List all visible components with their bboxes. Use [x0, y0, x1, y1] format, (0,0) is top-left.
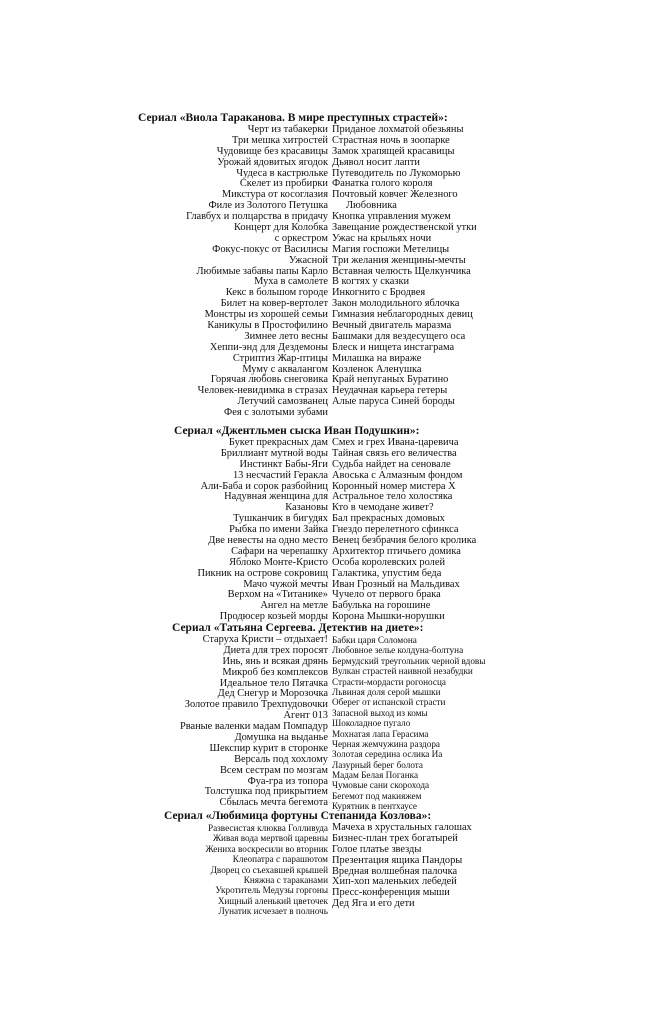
- book-title: Верхом на «Титанике»: [227, 589, 328, 601]
- book-title: Закон молодильного яблочка: [332, 298, 460, 310]
- book-title: Укротитель Медузы горгоны: [215, 885, 328, 896]
- book-title: Бермудский треугольник черной вдовы: [332, 655, 486, 666]
- book-title: Идеальное тело Пятачка: [219, 677, 328, 689]
- book-title: Милашка на вираже: [332, 352, 422, 364]
- book-title: Бал прекрасных домовых: [332, 513, 445, 525]
- book-title: Муму с аквалангом: [242, 363, 328, 375]
- book-title: Архитектор птичьего домика: [332, 545, 461, 557]
- book-title: с оркестром: [274, 232, 328, 244]
- book-title: Хип-хоп маленьких лебедей: [332, 876, 457, 888]
- book-title: Яблоко Монте-Кристо: [229, 556, 328, 568]
- book-title: Кекс в большом городе: [225, 287, 328, 299]
- book-title: Стриптиз Жар-птицы: [232, 352, 328, 364]
- book-title: Мадам Белая Поганка: [332, 770, 419, 781]
- book-title: Ангел на метле: [260, 600, 328, 612]
- book-title: Рыбка по имени Зайка: [229, 524, 328, 536]
- book-title: Букет прекрасных дам: [228, 437, 328, 448]
- book-title: Дворец со съехавшей крышей: [210, 864, 328, 875]
- book-title: Золотая середина ослика Иа: [332, 749, 443, 760]
- book-title: Ужасной: [288, 254, 328, 266]
- book-title: Край непуганых Буратино: [332, 374, 449, 386]
- book-title: Гнездо перелетного сфинкса: [332, 524, 459, 536]
- book-title: Пресс-конференция мыши: [332, 887, 450, 899]
- book-title: Вулкан страстей наивной незабудки: [332, 666, 473, 677]
- book-title: Магия госпожи Метелицы: [332, 243, 450, 255]
- series-4-right-column: [332, 823, 472, 910]
- book-title: Золотое правило Трехпудовочки: [184, 699, 328, 711]
- book-title: Шекспир курит в сторонке: [209, 742, 328, 754]
- book-title: Любовника: [346, 200, 397, 212]
- book-title: Блеск и нищета инстаграма: [332, 341, 455, 353]
- book-title: Монстры из хорошей семьи: [204, 309, 328, 321]
- book-title: Черт из табакерки: [247, 124, 328, 135]
- series-3-right-column: [332, 635, 485, 812]
- book-title: Неудачная карьера гетеры: [332, 385, 448, 397]
- book-title: Бегемот под макияжем: [332, 790, 422, 801]
- book-title: Вставная челюсть Щелкунчика: [332, 265, 471, 277]
- book-title: Путеводитель по Лукоморью: [332, 167, 461, 179]
- book-title: Львиная доля серой мышки: [332, 686, 441, 697]
- book-title: Корона Мышки-норушки: [332, 611, 445, 623]
- book-title: Микстура от косоглазия: [221, 189, 328, 201]
- book-title: Три желания женщины-мечты: [332, 254, 466, 266]
- book-title: Вечный двигатель маразма: [332, 320, 452, 332]
- book-title: Курятник в пентхаусе: [332, 801, 417, 812]
- book-title: Замок храпящей красавицы: [332, 145, 455, 157]
- book-title: Надувная женщина для: [224, 491, 328, 503]
- book-title: Запасной выход из комы: [332, 707, 428, 718]
- book-title: Страстная ночь в зоопарке: [332, 134, 450, 146]
- book-title: Чудеса в кастрюльке: [236, 167, 328, 179]
- book-title: Авоська с Алмазным фондом: [332, 469, 463, 481]
- book-title: Фанатка голого короля: [332, 178, 433, 190]
- book-title: Приданое лохматой обезьяны: [332, 124, 464, 135]
- book-title: Всем сестрам по мозгам: [219, 764, 328, 776]
- book-title: Смех и грех Ивана-царевича: [332, 437, 459, 448]
- book-title: Презентация ящика Пандоры: [332, 854, 463, 866]
- book-title: Фуа-гра из топора: [247, 775, 328, 787]
- book-title: Лазурный берег болота: [332, 759, 424, 770]
- book-title: Оберег от испанской страсти: [332, 697, 446, 708]
- book-title: Любимые забавы папы Карло: [196, 265, 328, 277]
- book-title: Иван Грозный на Мальдивах: [332, 578, 460, 590]
- book-title: Инкогнито с Бродвея: [332, 287, 426, 299]
- book-title: Рваные валенки мадам Помпадур: [179, 721, 328, 733]
- book-title: Человек-невидимка в стразах: [197, 385, 328, 397]
- series-title-3: Сериал «Татьяна Сергеева. Детектив на диете»:: [172, 622, 424, 634]
- book-title: Кнопка управления мужем: [332, 211, 451, 223]
- book-title: Шоколадное пугало: [332, 718, 411, 729]
- book-title: Две невесты на одно место: [208, 535, 328, 547]
- book-title: Инь, янь и всякая дрянь: [222, 655, 328, 667]
- book-title: Микроб без комплексов: [222, 666, 328, 678]
- book-title: Али-Баба и сорок разбойниц: [200, 480, 328, 492]
- series-1-right-column: [332, 125, 477, 408]
- book-title: Кто в чемодане живет?: [332, 502, 434, 514]
- book-title: Жениха воскресили во вторник: [205, 843, 328, 854]
- book-title: Агент 013: [283, 710, 328, 722]
- book-title: Особа королевских ролей: [332, 556, 446, 568]
- book-title: 13 несчастий Геракла: [232, 469, 328, 481]
- book-title: Астральное тело холостяка: [332, 491, 453, 503]
- book-title: Дед Снегур и Морозочка: [217, 688, 328, 700]
- book-title: Бизнес-план трех богатырей: [332, 832, 458, 844]
- book-title: Казановы: [285, 502, 328, 514]
- book-title: Почтовый ковчег Железного: [332, 189, 458, 201]
- book-title: Муха в самолете: [254, 276, 328, 288]
- book-title: Сбылась мечта бегемота: [219, 797, 328, 809]
- book-title: Лунатик исчезает в полночь: [218, 906, 328, 917]
- book-title: Чучело от первого брака: [332, 589, 441, 601]
- book-title: Пикник на острове сокровищ: [197, 567, 328, 579]
- book-title: Чудовище без красавицы: [216, 145, 328, 157]
- book-title: Версаль под хохлому: [234, 753, 328, 765]
- series-2-left-column: [197, 438, 328, 623]
- book-title: Черная жемчужина раздора: [332, 738, 441, 749]
- book-title: Козленок Аленушка: [332, 363, 422, 375]
- book-title: Мачо чужой мечты: [243, 578, 328, 590]
- book-title: Каникулы в Простофилино: [207, 320, 328, 332]
- book-title: Галактика, упустим беда: [332, 567, 442, 579]
- book-title: Горячая любовь снеговика: [210, 374, 328, 386]
- series-1-left-column: [186, 125, 328, 419]
- book-title: Скелет из пробирки: [239, 178, 328, 190]
- book-title: Хеппи-энд для Дездемоны: [209, 341, 328, 353]
- book-title: Страсти-мордасти рогоносца: [332, 676, 446, 687]
- book-title: Старуха Кристи – отдыхает!: [202, 634, 328, 645]
- book-title: Алые паруса Синей бороды: [332, 396, 455, 408]
- book-title: Филе из Золотого Петушка: [208, 200, 328, 212]
- book-title: Живая вода мертвой царевны: [212, 833, 328, 844]
- book-title: Княжна с тараканами: [243, 874, 328, 885]
- book-title: Домушка на выданье: [234, 732, 328, 744]
- book-title: Тушканчик в бигудях: [233, 513, 328, 525]
- book-title: Сафари на черепашку: [231, 545, 328, 557]
- book-title: Урожай ядовитых ягодок: [217, 156, 328, 168]
- book-title: Диета для трех поросят: [223, 644, 328, 656]
- book-title: Толстушка под прикрытием: [204, 786, 328, 798]
- series-3-left-column: [180, 635, 328, 809]
- book-title: Зимнее лето весны: [244, 330, 328, 342]
- book-title: Продюсер козьей морды: [219, 611, 328, 623]
- book-title: Коронный номер мистера Х: [332, 480, 456, 492]
- series-2-right-column: [332, 438, 476, 623]
- book-title: Мохнатая лапа Герасима: [332, 728, 429, 739]
- book-title: Три мешка хитростей: [232, 134, 328, 146]
- book-title: Развесистая клюква Голливуда: [207, 823, 328, 833]
- book-title: Фея с золотыми зубами: [224, 407, 328, 419]
- book-title: Судьба найдет на сеновале: [332, 458, 451, 470]
- series-4-left-column: [205, 823, 328, 917]
- book-title: Бабки царя Соломона: [332, 635, 417, 645]
- book-title: Венец безбрачия белого кролика: [332, 535, 477, 547]
- book-title: Дед Яга и его дети: [332, 898, 415, 910]
- book-title: Голое платье звезды: [332, 843, 422, 855]
- book-title: Завещание рождественской утки: [332, 222, 477, 234]
- book-title: Тайная связь его величества: [332, 447, 457, 459]
- book-title: Концерт для Колобка: [233, 222, 328, 234]
- book-title: Дьявол носит лапти: [332, 156, 420, 168]
- book-title: В когтях у сказки: [332, 276, 410, 288]
- book-title: Бабулька на горошине: [332, 600, 431, 612]
- book-title: Хищный аленький цветочек: [217, 895, 328, 906]
- series-title-4: Сериал «Любимица фортуны Степанида Козлова»:: [164, 810, 432, 822]
- book-title: Главбух и полцарства в придачу: [186, 211, 328, 223]
- book-title: Билет на ковер-вертолет: [220, 298, 328, 310]
- book-title: Гимназия неблагородных девиц: [332, 309, 473, 321]
- book-title: Чумовые сани скорохода: [332, 780, 430, 791]
- book-title: Вредная волшебная палочка: [332, 865, 458, 877]
- book-title: Ужас на крыльях ночи: [332, 232, 432, 244]
- book-title: Инстинкт Бабы-Яги: [239, 458, 328, 470]
- book-title: Мачеха в хрустальных галошах: [332, 822, 472, 833]
- series-title-2: Сериал «Джентльмен сыска Иван Подушкин»:: [174, 425, 420, 437]
- series-title-1: Сериал «Виола Тараканова. В мире преступных страстей»:: [138, 112, 448, 124]
- book-title: Башмаки для вездесущего оса: [332, 330, 466, 342]
- book-title: Любовное зелье колдуна-болтуна: [332, 645, 464, 656]
- book-title: Бриллиант мутной воды: [220, 447, 328, 459]
- book-title: Фокус-покус от Василисы: [212, 243, 328, 255]
- book-title: Клеопатра с парашютом: [232, 854, 328, 865]
- book-title: Летучий самозванец: [237, 396, 328, 408]
